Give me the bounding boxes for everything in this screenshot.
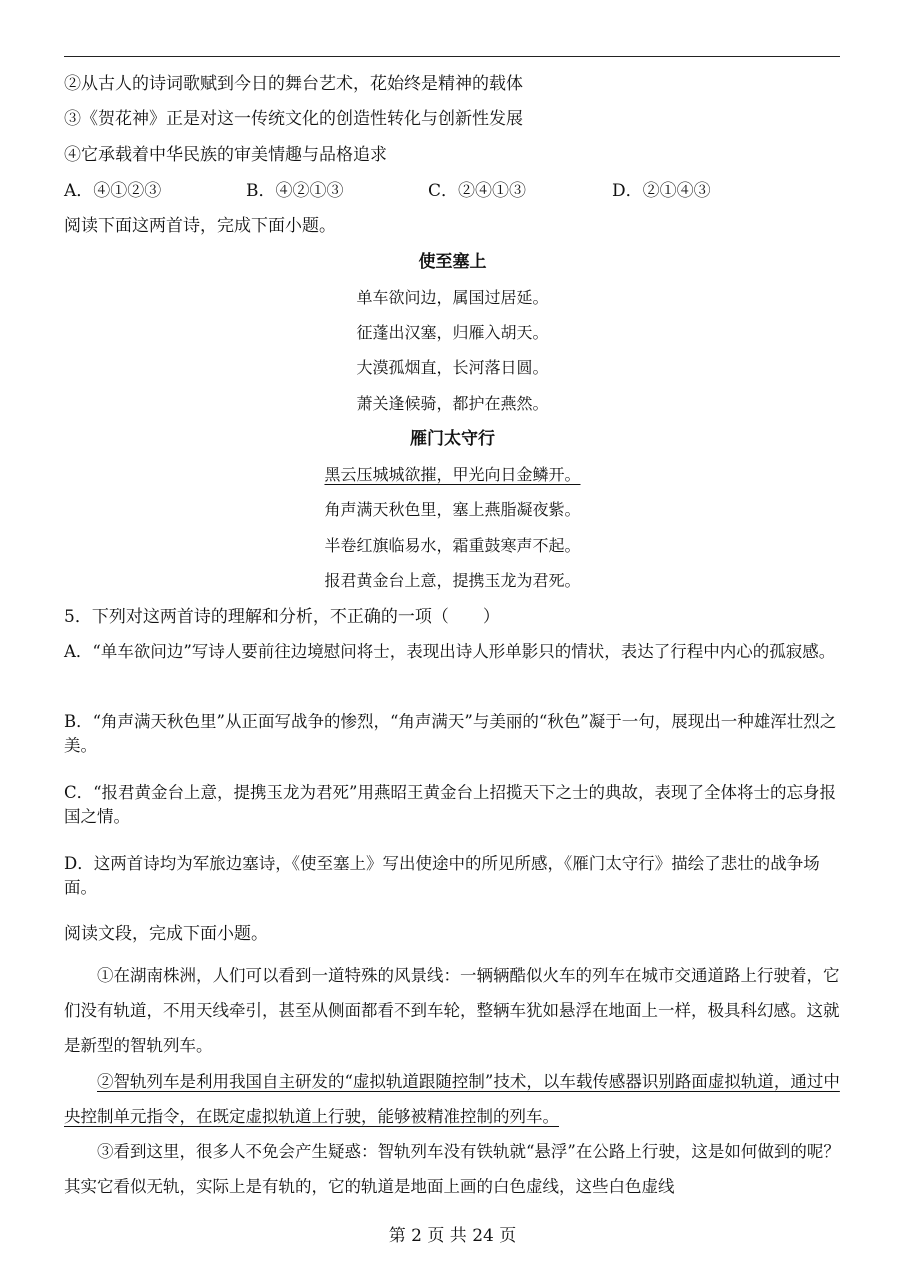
q5-option-b: B．“角声满天秋色里”从正面写战争的惨烈，“角声满天”与美丽的“秋色”凝于一句，展现出一种雄浑壮烈之美。 bbox=[64, 712, 837, 755]
poem2-line: 报君黄金台上意，提携玉龙为君死。 bbox=[324, 571, 581, 590]
poem2-line: 角声满天秋色里，塞上燕脂凝夜紫。 bbox=[324, 500, 581, 519]
poem-intro: 阅读下面这两首诗，完成下面小题。 bbox=[64, 216, 336, 236]
q5-option-d: D．这两首诗均为军旅边塞诗，《使至塞上》写出使途中的所见所感，《雁门太守行》描绘了悲壮的战争场面。 bbox=[64, 854, 820, 897]
choice-d: D．②①④③ bbox=[612, 181, 711, 201]
poem1-line: 单车欲问边，属国过居延。 bbox=[356, 288, 549, 307]
choice-c: C．②④①③ bbox=[428, 181, 527, 201]
passage-paragraph-1: ①在湖南株洲，人们可以看到一道特殊的风景线：一辆辆酷似火车的列车在城市交通道路上行驶着，它们没有轨道，不用天线牵引，甚至从侧面都看不到车轮，整辆车犹如悬浮在地面上一样，极具科幻感。这就是新型的智轨列车。 bbox=[64, 966, 840, 1055]
option-2: ②从古人的诗词歌赋到今日的舞台艺术，花始终是精神的载体 bbox=[64, 74, 523, 94]
header-rule bbox=[64, 56, 840, 57]
passage-intro: 阅读文段，完成下面小题。 bbox=[64, 924, 268, 944]
passage-paragraph-2-wrap bbox=[64, 1064, 840, 1134]
poem2-line: 半卷红旗临易水，霜重鼓寒声不起。 bbox=[324, 536, 581, 555]
choice-a: A．④①②③ bbox=[64, 181, 162, 201]
poem1-line: 大漠孤烟直，长河落日圆。 bbox=[356, 358, 549, 377]
q5-option-a: A．“单车欲问边”写诗人要前往边境慰问将士，表现出诗人形单影只的情状，表达了行程中内心的孤寂感。 bbox=[64, 642, 836, 661]
poem2-line-wrap bbox=[0, 463, 905, 487]
poem1-line: 征蓬出汉塞，归雁入胡天。 bbox=[356, 323, 549, 342]
choice-b: B．④②①③ bbox=[246, 181, 344, 201]
option-3: ③《贺花神》正是对这一传统文化的创造性转化与创新性发展 bbox=[64, 109, 523, 129]
page-footer: 第 2 页 共 24 页 bbox=[388, 1226, 517, 1246]
q5-option-c: C．“报君黄金台上意，提携玉龙为君死”用燕昭王黄金台上招揽天下之士的典故，表现了全体将士的忘身报国之情。 bbox=[64, 783, 836, 826]
poem1-line: 萧关逢候骑，都护在燕然。 bbox=[356, 394, 549, 413]
option-4: ④它承载着中华民族的审美情趣与品格追求 bbox=[64, 145, 387, 165]
poem2-line-underlined: 黑云压城城欲摧，甲光向日金鳞开。 bbox=[324, 465, 581, 484]
poem2-title: 雁门太守行 bbox=[410, 429, 495, 449]
poem1-title: 使至塞上 bbox=[418, 252, 487, 272]
question-5-stem: 5．下列对这两首诗的理解和分析，不正确的一项（ ） bbox=[64, 607, 500, 627]
passage-paragraph-2: ②智轨列车是利用我国自主研发的“虚拟轨道跟随控制”技术，以车载传感器识别路面虚拟轨道，通过中央控制单元指令，在既定虚拟轨道上行驶，能够被精准控制的列车。 bbox=[64, 1072, 840, 1126]
passage-paragraph-3: ③看到这里，很多人不免会产生疑惑：智轨列车没有铁轨就“悬浮”在公路上行驶，这是如何做到的呢？其实它看似无轨，实际上是有轨的，它的轨道是地面上画的白色虚线，这些白色虚线 bbox=[64, 1142, 840, 1196]
